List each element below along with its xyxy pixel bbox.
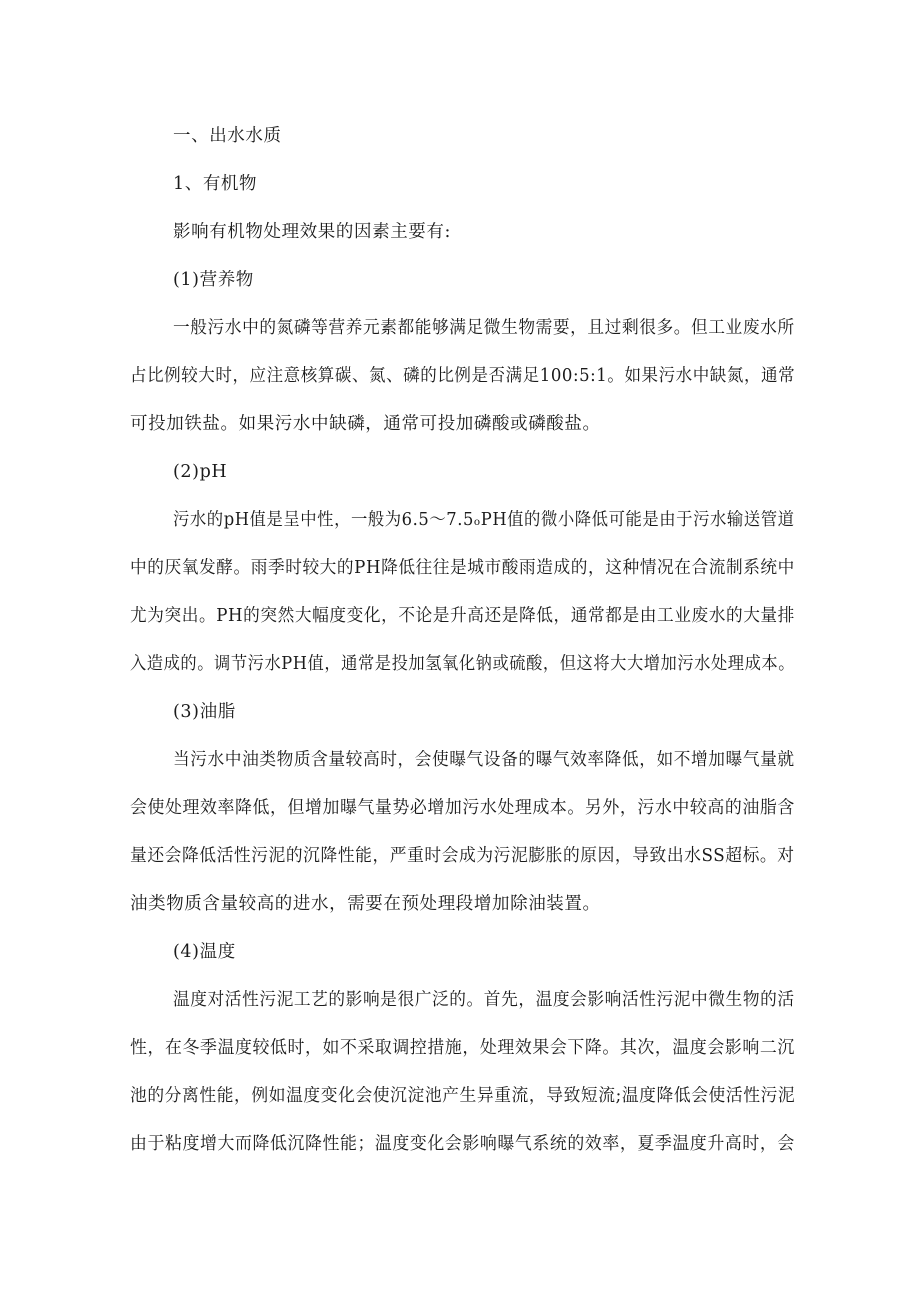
heading-organic-matter: 1、有机物 [173, 174, 258, 194]
paragraph-line: 性，在冬季温度较低时，如不采取调控措施，处理效果会下降。其次，温度会影响二沉 [130, 1038, 795, 1058]
paragraph-line: 会使处理效率降低，但增加曝气量势必增加污水处理成本。另外，污水中较高的油脂含 [130, 798, 795, 818]
paragraph-line: 占比例较大时，应注意核算碳、氮、磷的比例是否满足100:5:1。如果污水中缺氮，通常 [130, 366, 796, 386]
paragraph-line: 温度对活性污泥工艺的影响是很广泛的。首先，温度会影响活性污泥中微生物的活 [173, 990, 795, 1010]
paragraph-line: 一般污水中的氮磷等营养元素都能够满足微生物需要，且过剩很多。但工业废水所 [173, 318, 795, 338]
paragraph-line: 可投加铁盐。如果污水中缺磷，通常可投加磷酸或磷酸盐。 [130, 414, 601, 434]
heading-outlet-water-quality: 一、出水水质 [173, 126, 282, 146]
paragraph-line: 尤为突出。PH的突然大幅度变化，不论是升高还是降低，通常都是由工业废水的大量排 [130, 606, 795, 626]
paragraph-line: 当污水中油类物质含量较高时，会使曝气设备的曝气效率降低，如不增加曝气量就 [173, 750, 795, 770]
paragraph-line: 池的分离性能，例如温度变化会使沉淀池产生异重流，导致短流;温度降低会使活性污泥 [130, 1086, 796, 1106]
paragraph-line: 污水的pH值是呈中性，一般为6.5～7.5ₒPH值的微小降低可能是由于污水输送管道 [173, 510, 795, 530]
paragraph-line: 由于粘度增大而降低沉降性能；温度变化会影响曝气系统的效率，夏季温度升高时，会 [130, 1134, 795, 1154]
paragraph-line: 入造成的。调节污水PH值，通常是投加氢氧化钠或硫酸，但这将大大增加污水处理成本。 [130, 654, 796, 674]
section-title-grease: (3)油脂 [173, 702, 236, 722]
intro-paragraph: 影响有机物处理效果的因素主要有: [173, 222, 451, 242]
section-title-ph: (2)pH [173, 462, 228, 482]
paragraph-line: 油类物质含量较高的进水，需要在预处理段增加除油装置。 [130, 894, 601, 914]
paragraph-line: 量还会降低活性污泥的沉降性能，严重时会成为污泥膨胀的原因，导致出水SS超标。对 [130, 846, 795, 866]
section-title-temperature: (4)温度 [173, 942, 236, 962]
paragraph-line: 中的厌氧发酵。雨季时较大的PH降低往往是城市酸雨造成的，这种情况在合流制系统中 [130, 558, 795, 578]
section-title-nutrients: (1)营养物 [173, 270, 254, 290]
